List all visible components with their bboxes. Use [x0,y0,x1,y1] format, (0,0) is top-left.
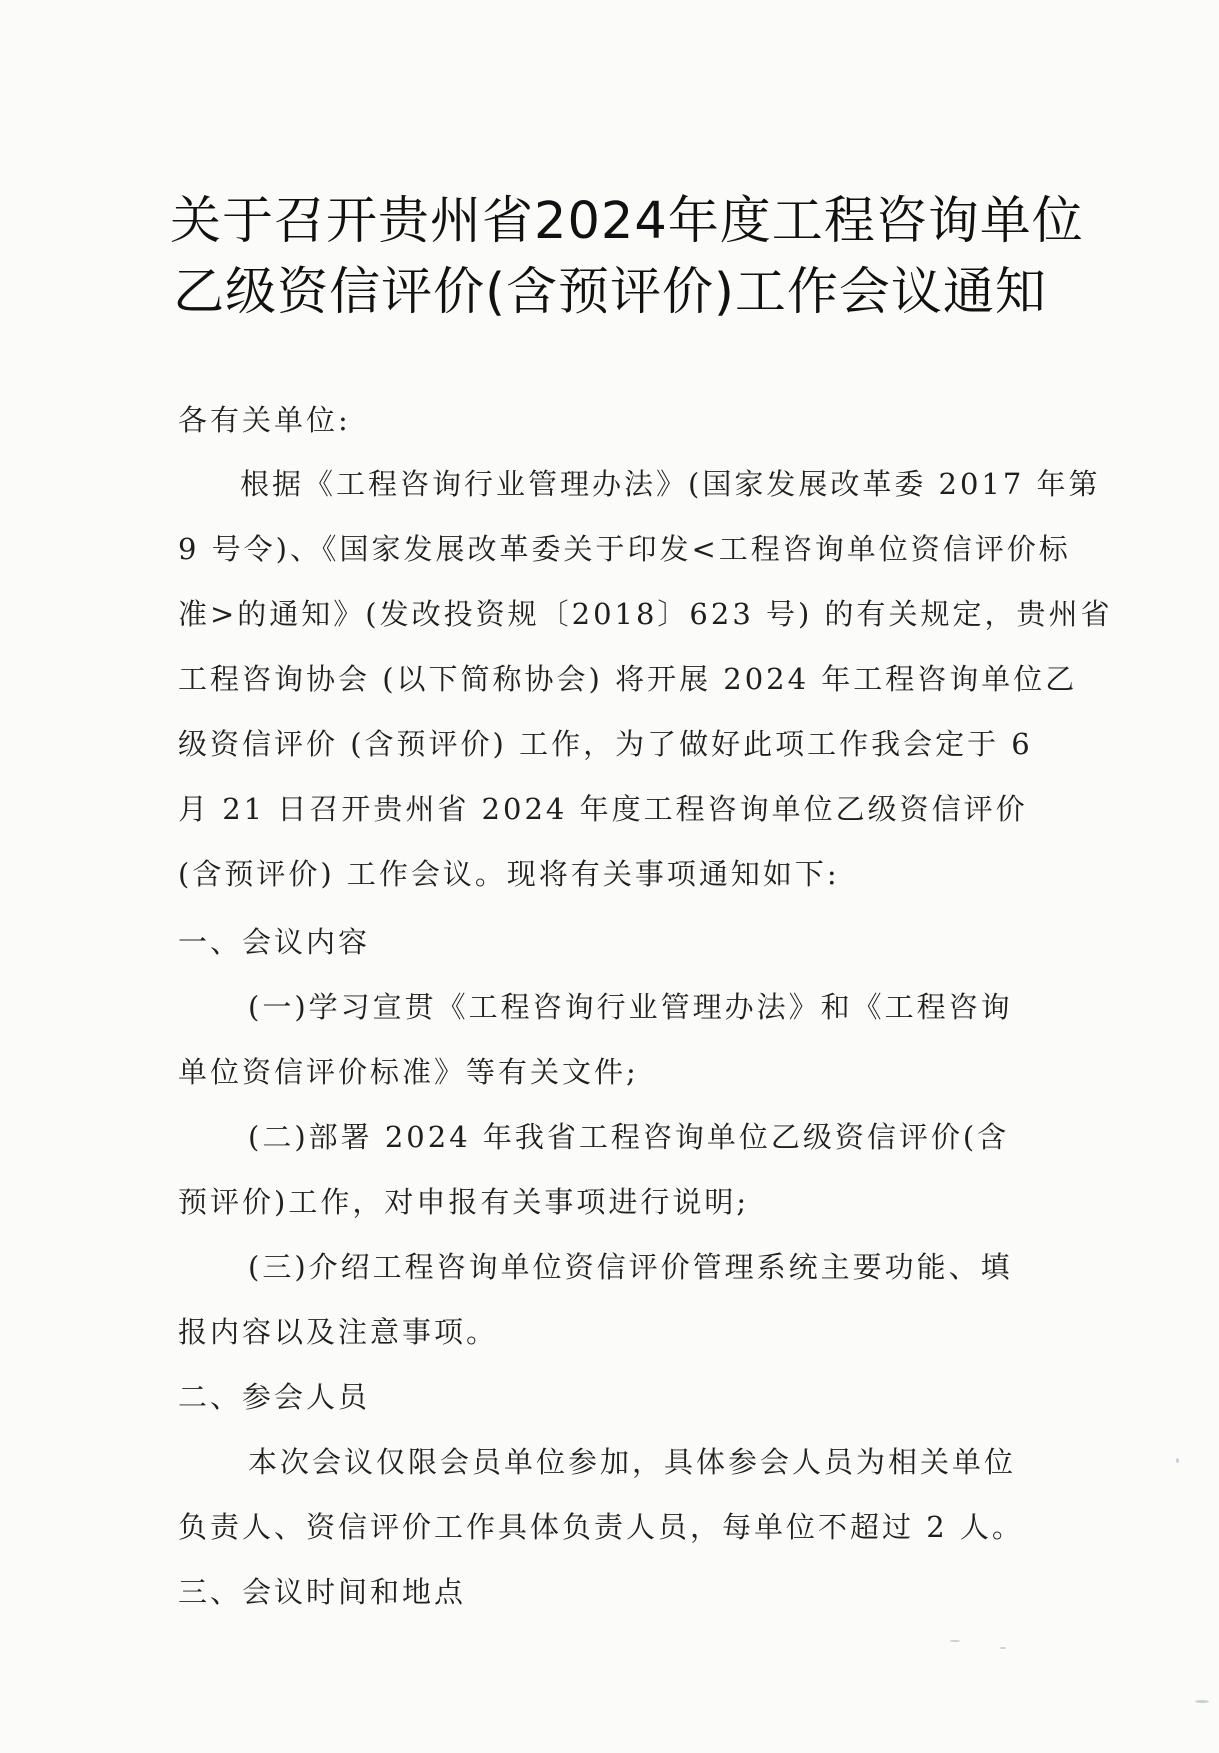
intro-line: 月 21 日召开贵州省 2024 年度工程咨询单位乙级资信评价 [178,792,1028,826]
section-heading-text: 一、会议内容 [178,925,371,959]
item-line: (三)介绍工程咨询单位资信评价管理系统主要功能、填 [248,1250,1013,1284]
scan-speck [1000,1647,1006,1649]
scan-speck [1176,1458,1179,1463]
intro-line: (含预评价) 工作会议。现将有关事项通知如下: [178,857,840,891]
section-1-item-2 [178,1105,1043,1235]
intro-line: 根据《工程咨询行业管理办法》(国家发展改革委 2017 年第 [240,467,1101,501]
intro-line: 准>的通知》(发改投资规〔2018〕623 号) 的有关规定，贵州省 [178,597,1113,631]
section-1-heading [178,910,1043,975]
title-line-2: 乙级资信评价(含预评价)工作会议通知 [173,263,1047,322]
item-line: 单位资信评价标准》等有关文件; [178,1055,639,1089]
intro-line: 9 号令)、《国家发展改革委关于印发<工程咨询单位资信评价标 [178,532,1071,566]
paragraph-line: 本次会议仅限会员单位参加，具体参会人员为相关单位 [248,1445,1017,1479]
section-1-item-1 [178,975,1043,1105]
scan-speck [1195,1700,1209,1703]
paragraph-line: 负责人、资信评价工作具体负责人员，每单位不超过 2 人。 [178,1510,1024,1544]
item-line: (一)学习宣贯《工程咨询行业管理办法》和《工程咨询 [248,990,1013,1024]
intro-line: 工程咨询协会 (以下简称协会) 将开展 2024 年工程咨询单位乙 [178,662,1078,696]
item-line: (二)部署 2024 年我省工程咨询单位乙级资信评价(含 [248,1120,1010,1154]
document-title [170,186,1084,328]
item-line: 报内容以及注意事项。 [178,1315,499,1349]
section-heading-text: 三、会议时间和地点 [178,1575,467,1609]
section-2-heading [178,1365,1043,1430]
section-3-heading [178,1560,1043,1625]
section-1-item-3 [178,1235,1043,1365]
intro-paragraph [178,452,1113,907]
title-line-1: 关于召开贵州省2024年度工程咨询单位 [170,192,1084,251]
intro-line: 级资信评价 (含预评价) 工作，为了做好此项工作我会定于 6 [178,727,1033,761]
section-2-paragraph [178,1430,1043,1560]
salutation-text: 各有关单位: [178,403,351,437]
section-heading-text: 二、参会人员 [178,1380,371,1414]
item-line: 预评价)工作，对申报有关事项进行说明; [178,1185,750,1219]
scan-speck [950,1640,960,1642]
salutation [178,388,1043,453]
